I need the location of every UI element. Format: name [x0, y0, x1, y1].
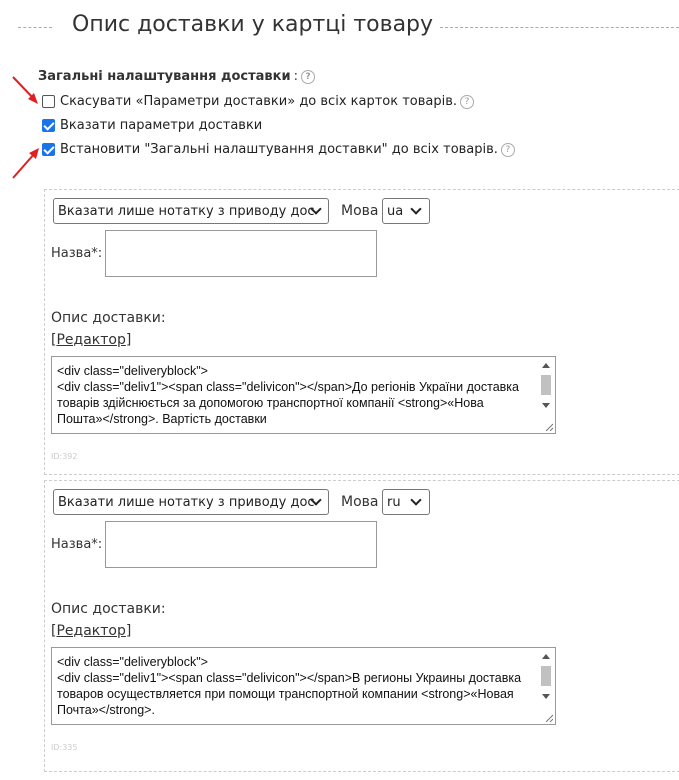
name-label: Назва*:	[51, 537, 103, 552]
name-input[interactable]	[105, 230, 377, 277]
general-settings-title	[38, 69, 315, 84]
help-icon[interactable]: ?	[301, 70, 315, 84]
help-icon[interactable]: ?	[460, 95, 474, 109]
name-input[interactable]	[105, 521, 377, 568]
chevron-down-icon	[410, 494, 421, 505]
delivery-mode-select[interactable]	[53, 489, 329, 515]
block-id: ID:335	[51, 743, 78, 752]
general-settings-colon: :	[293, 69, 298, 84]
description-textarea[interactable]	[51, 356, 556, 434]
language-label: Мова	[341, 494, 379, 510]
description-label: Опис доставки:	[51, 601, 166, 617]
language-select[interactable]	[382, 489, 430, 515]
description-text: <div class="deliveryblock"> <div class="deliv1"><span class="delivicon"></span>До регіонів України доставка товарів здійснюється за допомогою транспортної компанії <strong>«Нова Пошта»</strong>. Вартість доставки	[57, 364, 519, 426]
block-id: ID:392	[51, 452, 78, 461]
bracket-close: ]	[125, 332, 132, 348]
delivery-block-ua	[44, 189, 679, 475]
general-settings-label: Загальні налаштування доставки	[38, 69, 291, 84]
resize-handle-icon[interactable]	[545, 714, 553, 722]
checkbox-set-general-settings[interactable]	[42, 143, 55, 156]
scroll-down-icon[interactable]	[542, 403, 550, 408]
bracket-open: [	[51, 332, 57, 348]
editor-link-wrapper	[51, 332, 131, 348]
delivery-mode-select[interactable]	[53, 198, 329, 224]
delivery-mode-value: Вказати лише нотатку з приводу дос	[58, 495, 315, 510]
editor-link[interactable]: Редактор	[56, 623, 126, 639]
editor-link-wrapper	[51, 623, 131, 639]
option-specify-delivery-params[interactable]	[42, 118, 262, 133]
language-value: ru	[387, 495, 401, 510]
red-arrow-icon	[10, 74, 40, 106]
option-cancel-delivery-params[interactable]	[42, 94, 474, 109]
bracket-open: [	[51, 623, 57, 639]
description-label: Опис доставки:	[51, 310, 166, 326]
option-label: Вказати параметри доставки	[60, 118, 263, 133]
scroll-down-icon[interactable]	[542, 694, 550, 699]
title-divider-left	[18, 27, 52, 28]
bracket-close: ]	[125, 623, 132, 639]
title-divider-right	[440, 27, 679, 28]
scrollbar-thumb[interactable]	[541, 666, 551, 686]
language-select[interactable]	[382, 198, 430, 224]
description-text: <div class="deliveryblock"> <div class="deliv1"><span class="delivicon"></span>В регионы Украины доставка товаров осуществляется при помощи транспортной компании <strong>«Новая Почта»</strong>.	[57, 655, 522, 717]
page-title: Опис доставки у картці товару	[72, 12, 434, 37]
description-textarea[interactable]	[51, 647, 556, 725]
option-label: Встановити "Загальні налаштування доставки" до всіх товарів.	[60, 142, 498, 157]
editor-link[interactable]: Редактор	[56, 332, 126, 348]
delivery-block-ru	[44, 480, 679, 772]
help-icon[interactable]: ?	[501, 143, 515, 157]
language-label: Мова	[341, 203, 379, 219]
scrollbar-thumb[interactable]	[541, 375, 551, 395]
checkbox-cancel-delivery-params[interactable]	[42, 95, 55, 108]
option-label: Скасувати «Параметри доставки» до всіх карток товарів.	[60, 94, 458, 109]
red-arrow-icon	[10, 144, 42, 182]
scroll-up-icon[interactable]	[542, 363, 550, 368]
checkbox-specify-delivery-params[interactable]	[42, 119, 55, 132]
resize-handle-icon[interactable]	[545, 423, 553, 431]
chevron-down-icon	[410, 203, 421, 214]
name-label: Назва*:	[51, 246, 103, 261]
language-value: ua	[387, 204, 404, 219]
scroll-up-icon[interactable]	[542, 654, 550, 659]
option-set-general-settings[interactable]	[42, 142, 515, 157]
delivery-mode-value: Вказати лише нотатку з приводу дос	[58, 204, 315, 219]
